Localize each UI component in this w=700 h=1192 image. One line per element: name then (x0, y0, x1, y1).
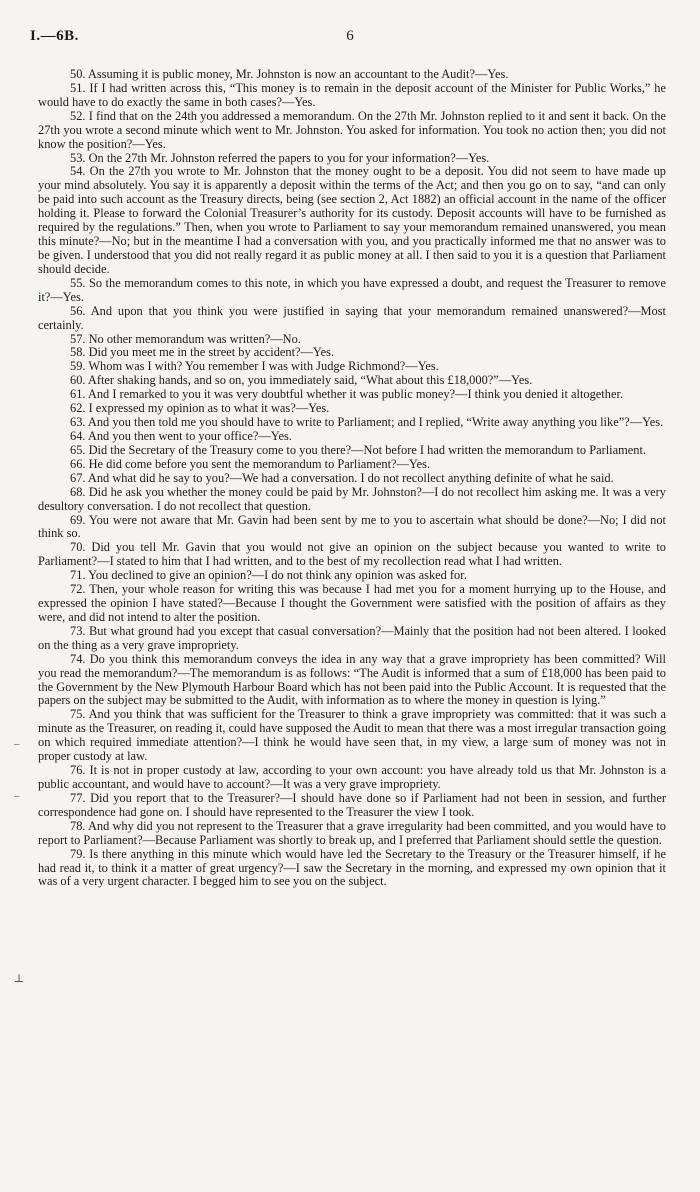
question-paragraph: 51. If I had written across this, “This money is to remain in the deposit account of the Minister for Public Works,” he would have to do exactly the same in both cases?—Yes. (38, 80, 666, 109)
question-paragraph: 56. And upon that you think you were justified in saying that your memorandum remained unanswered?—Most certainly. (38, 303, 666, 332)
question-paragraph: 68. Did he ask you whether the money could be paid by Mr. Johnston?—I do not recollect him asking me. It was a very desultory conversation. I do not recollect that question. (38, 484, 666, 513)
question-paragraph: 52. I find that on the 24th you addressed a memorandum. On the 27th Mr. Johnston replied to it and sent it back. On the 27th you wrote a second minute which went to Mr. Johnston. You asked for information. You took no action then; you did not know the position?—Yes. (38, 108, 666, 151)
question-paragraph: 78. And why did you not represent to the Treasurer that a grave irregularity had been committed, and you would have to report to Parliament?—Because Parliament was shortly to break up, and I preferred that Parliament should settle the question. (38, 818, 666, 847)
question-paragraph: 71. You declined to give an opinion?—I do not think any opinion was asked for. (70, 568, 467, 583)
question-paragraph: 55. So the memorandum comes to this note, in which you have expressed a doubt, and request the Treasurer to remove it?—Yes. (38, 275, 666, 304)
question-paragraph: 54. On the 27th you wrote to Mr. Johnston that the money ought to be a deposit. You did not seem to have made up your mind absolutely. You say it is apparently a deposit within the terms of the Act; and then you go on to say, “and can only be paid into such account as the Treasury directs, being (see section 2, Act 1882) an official account in the name of the officer holding it. Please to forward the Colonial Treasurer’s authority for its custody. Deposit accounts will have to be furnished as required by the regulations.” Then, when you wrote to Parliament to say your memorandum remained unanswered, you mean this minute?—No; but in the meantime I had a conversation with you, and you practically informed me that no answer was to be given. I understood that you did not really regard it as public money at all. I then said to you it is a question that Parliament should decide. (38, 164, 666, 276)
question-paragraph: 74. Do you think this memorandum conveys the idea in any way that a grave impropriety has been committed? Will you read the memorandum?—The memorandum is as follows: “The Audit is informed that a sum of £18,000 has been paid to the Government by the New Plymouth Harbour Board which has not been paid into the Public Account. It is requested that the papers on the subject may be submitted to the Audit, with information as to where the money in question is lying.” (38, 651, 666, 708)
question-paragraph: 67. And what did he say to you?—We had a conversation. I do not recollect anything definite of what he said. (70, 470, 614, 485)
margin-mark: – (14, 738, 20, 750)
question-paragraph: 77. Did you report that to the Treasurer?—I should have done so if Parliament had not been in session, and further correspondence had gone on. I should have represented to the Treasurer the view I took. (38, 790, 666, 819)
question-paragraph: 65. Did the Secretary of the Treasury come to you there?—Not before I had written the memorandum to Parliament. (70, 442, 647, 457)
margin-mark: ⊥ (14, 973, 25, 985)
question-paragraph: 50. Assuming it is public money, Mr. Johnston is now an accountant to the Audit?—Yes. (70, 67, 509, 81)
margin-mark: – (14, 790, 20, 802)
question-paragraph: 79. Is there anything in this minute which would have led the Secretary to the Treasury or the Treasurer himself, if he had read it, to think it a matter of great urgency?—I saw the Secretary in the morning, and expressed my own opinion that it was of a very urgent character. I begged him to see you on the subject. (38, 846, 666, 889)
question-paragraph: 73. But what ground had you except that casual conversation?—Mainly that the position had not been altered. I looked on the thing as a very grave impropriety. (38, 623, 666, 652)
question-paragraph: 66. He did come before you sent the memorandum to Parliament?—Yes. (70, 456, 431, 471)
question-paragraph: 70. Did you tell Mr. Gavin that you would not give an opinion on the subject because you wanted to write to Parliament?—I stated to him that I had written, and to the best of my recollection read what I had written. (38, 540, 666, 569)
question-paragraph: 76. It is not in proper custody at law, according to your own account: you have already told us that Mr. Johnston is a public accountant, and would have to account?—It was a very grave impropriety. (38, 763, 666, 792)
question-paragraph: 64. And you then went to your office?—Yes. (70, 428, 292, 443)
question-paragraph: 58. Did you meet me in the street by accident?—Yes. (70, 345, 335, 360)
question-paragraph: 57. No other memorandum was written?—No. (70, 331, 301, 346)
question-paragraph: 53. On the 27th Mr. Johnston referred the papers to you for your information?—Yes. (70, 150, 490, 165)
question-paragraph: 59. Whom was I with? You remember I was with Judge Richmond?—Yes. (70, 359, 439, 374)
question-paragraph: 61. And I remarked to you it was very doubtful whether it was public money?—I think you denied it altogether. (70, 387, 623, 402)
page-header (30, 28, 670, 50)
question-paragraph: 62. I expressed my opinion as to what it was?—Yes. (70, 401, 330, 416)
page-number: 6 (346, 28, 354, 44)
testimony-body (38, 68, 666, 889)
question-paragraph: 72. Then, your whole reason for writing this was because I had met you for a moment hurrying up to the House, and expressed the opinion I have stated?—Because I thought the Government were satisfied with the position of affairs as they were, and did not intend to alter the position. (38, 582, 666, 624)
document-reference: I.—6B. (30, 28, 79, 44)
question-paragraph: 75. And you think that was sufficient for the Treasurer to think a grave impropriety was committed: that it was such a minute as the Treasurer, on reading it, could have supposed the Audit to mean that there was a most irregular transaction going on which required immediate attention?—I think he would have seen that, in my view, a large sum of money was not in proper custody at law. (38, 707, 666, 764)
question-paragraph: 69. You were not aware that Mr. Gavin had been sent by me to you to ascertain what should be done?—No; I did not think so. (38, 512, 666, 541)
question-paragraph: 60. After shaking hands, and so on, you immediately said, “What about this £18,000?”—Yes. (70, 373, 533, 388)
question-paragraph: 63. And you then told me you should have to write to Parliament; and I replied, “Write away anything you like”?—Yes. (70, 415, 664, 430)
